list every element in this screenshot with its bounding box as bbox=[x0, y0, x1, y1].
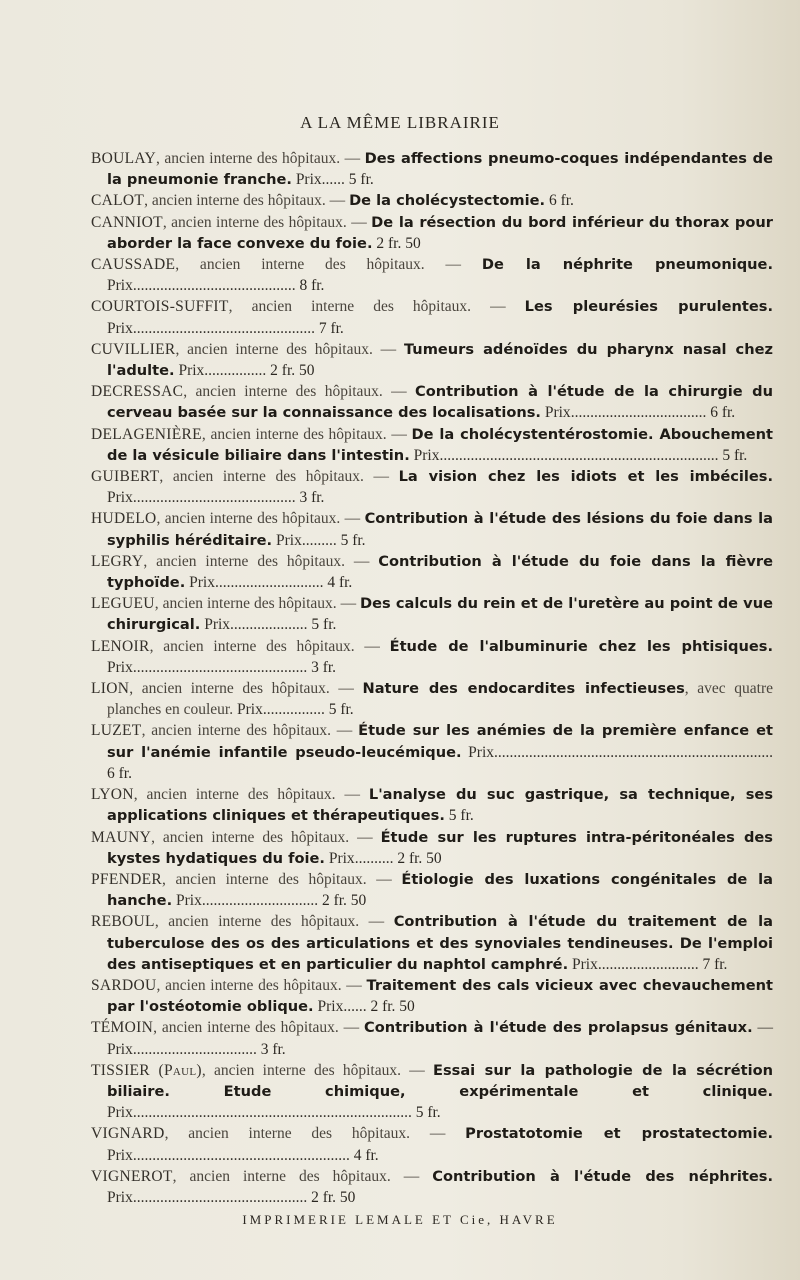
entry-author: HUDELO bbox=[91, 510, 157, 528]
entry-author: VIGNEROT bbox=[91, 1167, 173, 1185]
entry-prix-label: Prix bbox=[107, 319, 133, 337]
entry-title: Étiologie des luxations congénitales de la hanche. bbox=[107, 870, 773, 910]
entry-price: 3 fr. bbox=[260, 1040, 286, 1058]
catalog-entry bbox=[91, 339, 773, 381]
entry-author: LION bbox=[91, 680, 130, 698]
entry-title: Contribution à l'étude des lésions du foie dans la syphilis héréditaire. bbox=[107, 510, 773, 549]
entry-price: 4 fr. bbox=[327, 574, 353, 592]
entry-price: 4 fr. bbox=[353, 1146, 379, 1164]
entry-leader-dots: ............................................. bbox=[132, 1188, 308, 1206]
catalog-list bbox=[91, 148, 773, 1208]
catalog-entry bbox=[91, 636, 773, 678]
entry-price: 3 fr. bbox=[299, 489, 325, 507]
entry-description: , ancien interne des hôpitaux. — bbox=[162, 213, 372, 231]
entry-title: Des affections pneumo-coques indépendantes de la pneumonie franche. bbox=[107, 150, 773, 189]
catalog-entry bbox=[91, 593, 773, 635]
entry-title: De la résection du bord inférieur du thorax pour aborder la face convexe du foie. bbox=[107, 213, 773, 252]
entry-prix-label: Prix bbox=[291, 171, 322, 189]
entry-title: Étude sur les ruptures intra-péritonéales des kystes hydatiques du foie. bbox=[107, 828, 773, 867]
entry-description: , ancien interne des hôpitaux. — bbox=[156, 976, 367, 994]
printer-footer: IMPRIMERIE LEMALE ET Cie, HAVRE bbox=[242, 1212, 558, 1227]
catalog-entry bbox=[91, 1166, 773, 1208]
entry-leader-dots: ................ bbox=[262, 701, 325, 719]
entry-author: TISSIER (Paul) bbox=[91, 1061, 202, 1079]
catalog-entry bbox=[91, 827, 773, 869]
entry-title: Contribution à l'étude des néphrites. bbox=[432, 1167, 773, 1185]
entry-description: , ancien interne des hôpitaux. — bbox=[201, 1061, 433, 1079]
entry-author: LEGUEU bbox=[91, 595, 155, 613]
entry-author: SARDOU bbox=[91, 976, 157, 994]
catalog-entry bbox=[91, 296, 773, 338]
entry-price: 5 fr. bbox=[348, 171, 374, 189]
entry-description: , ancien interne des hôpitaux. — bbox=[129, 680, 363, 698]
entry-description: , ancien interne des hôpitaux. — bbox=[159, 468, 399, 486]
entry-description: , ancien interne des hôpitaux. — bbox=[149, 637, 390, 655]
entry-title: De la néphrite pneumonique. bbox=[481, 256, 774, 274]
entry-price: 7 fr. bbox=[318, 319, 344, 337]
entry-prix-label: Prix bbox=[174, 362, 205, 380]
entry-title: La vision chez les idiots et les imbéciles. bbox=[398, 468, 773, 486]
catalog-entry bbox=[91, 190, 773, 211]
entry-description: , ancien interne des hôpitaux. — bbox=[175, 340, 404, 358]
catalog-entry bbox=[91, 254, 773, 296]
entry-price: 2 fr. 50 bbox=[270, 362, 315, 380]
entry-prix-label: Prix bbox=[568, 955, 598, 973]
entry-author: COURTOIS-SUFFIT bbox=[91, 298, 229, 316]
entry-prix-label: Prix bbox=[185, 574, 215, 592]
entry-price: 6 fr. bbox=[710, 404, 736, 422]
entry-prix-label: Prix bbox=[107, 277, 133, 295]
entry-description: , ancien interne des hôpitaux. — bbox=[228, 298, 525, 316]
entry-prix-label: Prix bbox=[107, 658, 133, 676]
catalog-entry bbox=[91, 466, 773, 508]
entry-description: , ancien interne des hôpitaux. — bbox=[164, 1125, 466, 1143]
entry-author: PFENDER bbox=[91, 870, 163, 888]
catalog-entry bbox=[91, 381, 773, 423]
entry-prix-label: Prix bbox=[461, 743, 495, 761]
entry-price: 6 fr. bbox=[548, 192, 574, 210]
catalog-entry bbox=[91, 1017, 773, 1059]
entry-price: 5 fr. bbox=[340, 531, 366, 549]
entry-author: CAUSSADE bbox=[91, 256, 176, 274]
entry-price: 7 fr. bbox=[702, 955, 728, 973]
catalog-entry bbox=[91, 975, 773, 1017]
entry-description: , ancien interne des hôpitaux. — bbox=[154, 595, 361, 613]
catalog-entry bbox=[91, 869, 773, 911]
entry-title: Contribution à l'étude du traitement de la tuberculose des os des articulations et des synoviales tendineuses. De l'emploi des antiseptiques et en particulier du naphtol camphré. bbox=[107, 913, 774, 973]
entry-prix-label: Prix bbox=[272, 531, 302, 549]
entry-price: 2 fr. 50 bbox=[370, 998, 415, 1016]
entry-title: De la cholécystentérostomie. Abouchement de la vésicule biliaire dans l'intestin. bbox=[107, 425, 774, 464]
entry-title: Tumeurs adénoïdes du pharynx nasal chez l'adulte. bbox=[107, 340, 773, 380]
entry-price: 5 fr. bbox=[311, 616, 337, 634]
entry-author: TÉMOIN bbox=[91, 1019, 154, 1037]
entry-description: , ancien interne des hôpitaux. — bbox=[153, 1019, 365, 1037]
entry-description: , ancien interne des hôpitaux. — bbox=[133, 786, 369, 804]
entry-title: Essai sur la pathologie de la sécrétion biliaire. Etude chimique, expérimentale et clinique. bbox=[107, 1061, 774, 1100]
entry-leader-dots: ...... bbox=[343, 998, 367, 1016]
entry-leader-dots: ........................................................ bbox=[132, 1146, 350, 1164]
entry-prix-label: Prix bbox=[107, 1146, 133, 1164]
entry-leader-dots: ............................ bbox=[214, 574, 324, 592]
entry-description: , ancien interne des hôpitaux. — bbox=[183, 383, 416, 401]
entry-prix-label: Prix bbox=[200, 616, 231, 634]
entry-leader-dots: ........................................................................ bbox=[494, 743, 774, 761]
entry-leader-dots: ............................................. bbox=[132, 658, 308, 676]
entry-title: Des calculs du rein et de l'uretère au point de vue chirurgical. bbox=[107, 595, 773, 634]
entry-description: , ancien interne des hôpitaux. — bbox=[156, 510, 365, 528]
entry-title: Prostatotomie et prostatectomie. bbox=[465, 1125, 774, 1143]
entry-description: , ancien interne des hôpitaux. — bbox=[154, 913, 394, 931]
entry-author: GUIBERT bbox=[91, 468, 160, 486]
catalog-entry bbox=[91, 424, 773, 466]
entry-author: LYON bbox=[91, 786, 134, 804]
entry-price: 5 fr. bbox=[328, 701, 354, 719]
catalog-entry bbox=[91, 551, 773, 593]
entry-description: , ancien interne des hôpitaux. — bbox=[143, 552, 379, 570]
entry-prix-label: Prix bbox=[107, 1104, 133, 1122]
entry-leader-dots: ................ bbox=[204, 362, 267, 380]
entry-prix-label: Prix bbox=[540, 404, 571, 422]
catalog-entry bbox=[91, 148, 773, 190]
entry-description: , ancien interne des hôpitaux. — bbox=[201, 425, 412, 443]
entry-prix-label: — Prix bbox=[107, 1019, 774, 1058]
entry-title: Contribution à l'étude de la chirurgie du cerveau basée sur la connaissance des localisations. bbox=[107, 383, 773, 422]
entry-description: , ancien interne des hôpitaux. — bbox=[144, 192, 350, 210]
entry-title: Étude sur les anémies de la première enfance et sur l'anémie infantile pseudo-leucémique. bbox=[107, 722, 773, 761]
entry-prix-label: Prix bbox=[313, 998, 344, 1016]
entry-prix-label: Prix bbox=[324, 849, 355, 867]
entry-price: 2 fr. 50 bbox=[311, 1188, 356, 1206]
entry-price: 2 fr. 50 bbox=[397, 849, 442, 867]
catalog-entry bbox=[91, 784, 773, 826]
entry-prix-label: Prix bbox=[172, 892, 202, 910]
entry-price: 5 fr. bbox=[722, 446, 748, 464]
entry-leader-dots: ........................................................................ bbox=[439, 446, 719, 464]
entry-price: 2 fr. 50 bbox=[376, 234, 421, 252]
entry-author: DECRESSAC bbox=[91, 383, 184, 401]
catalog-entry bbox=[91, 911, 773, 975]
entry-description: , ancien interne des hôpitaux. — bbox=[172, 1167, 433, 1185]
entry-price: 5 fr. bbox=[448, 807, 474, 825]
entry-description: , ancien interne des hôpitaux. — bbox=[141, 722, 359, 740]
entry-leader-dots: ................................ bbox=[132, 1040, 257, 1058]
entry-leader-dots: ........................................................................ bbox=[132, 1104, 412, 1122]
entry-author: CUVILLIER bbox=[91, 340, 176, 358]
entry-title: De la cholécystectomie. bbox=[349, 192, 546, 210]
entry-leader-dots: ................................... bbox=[570, 404, 707, 422]
entry-description: , ancien interne des hôpitaux. — bbox=[151, 828, 381, 846]
entry-leader-dots: ......... bbox=[301, 531, 337, 549]
entry-prix-label: Prix bbox=[409, 446, 440, 464]
entry-description: , ancien interne des hôpitaux. — bbox=[162, 870, 402, 888]
entry-leader-dots: .......................................... bbox=[132, 277, 296, 295]
catalog-entry bbox=[91, 720, 773, 784]
entry-extra-note: , avec quatre planches en couleur. bbox=[107, 680, 773, 719]
entry-author: LEGRY bbox=[91, 552, 144, 570]
entry-author: LENOIR bbox=[91, 637, 150, 655]
entry-author: BOULAY bbox=[91, 150, 156, 167]
catalog-entry bbox=[91, 1123, 773, 1165]
entry-author: REBOUL bbox=[91, 913, 155, 931]
entry-title: Contribution à l'étude du foie dans la fièvre typhoïde. bbox=[107, 552, 773, 592]
entry-title: Nature des endocardites infectieuses bbox=[362, 680, 685, 698]
entry-price: 3 fr. bbox=[311, 658, 337, 676]
entry-description: , ancien interne des hôpitaux. — bbox=[155, 150, 365, 167]
entry-author: CANNIOT bbox=[91, 213, 163, 231]
entry-description: , ancien interne des hôpitaux. — bbox=[175, 256, 482, 274]
entry-author: DELAGENIÈRE bbox=[91, 425, 202, 443]
entry-leader-dots: ...... bbox=[321, 171, 345, 189]
entry-author: CALOT bbox=[91, 192, 145, 210]
entry-leader-dots: .............................. bbox=[201, 892, 319, 910]
entry-author: VIGNARD bbox=[91, 1125, 165, 1143]
catalog-entry bbox=[91, 678, 773, 720]
entry-leader-dots: .......... bbox=[354, 849, 394, 867]
entry-prix-label: Prix bbox=[107, 489, 133, 507]
entry-title: Étude de l'albuminurie chez les phtisiques. bbox=[389, 637, 774, 655]
catalog-entry bbox=[91, 508, 773, 550]
entry-leader-dots: .......................................... bbox=[132, 489, 296, 507]
entry-price: 8 fr. bbox=[299, 277, 325, 295]
entry-leader-dots: .......................... bbox=[597, 955, 699, 973]
entry-price: 2 fr. 50 bbox=[321, 892, 367, 910]
entry-price: 6 fr. bbox=[107, 764, 132, 782]
entry-leader-dots: .................... bbox=[230, 616, 308, 634]
entry-title: Traitement des cals vicieux avec chevauchement par l'ostéotomie oblique. bbox=[107, 976, 773, 1016]
entry-author: LUZET bbox=[91, 722, 142, 740]
entry-title: Contribution à l'étude des prolapsus génitaux. bbox=[364, 1019, 753, 1037]
entry-prix-label: Prix bbox=[233, 701, 263, 719]
entry-leader-dots: ............................................... bbox=[132, 319, 315, 337]
entry-title: Les pleurésies purulentes. bbox=[524, 298, 773, 316]
entry-title: L'analyse du suc gastrique, sa technique, ses applications cliniques et thérapeutiques. bbox=[107, 786, 774, 825]
entry-price: 5 fr. bbox=[415, 1104, 441, 1122]
entry-prix-label: Prix bbox=[107, 1188, 133, 1206]
catalog-entry bbox=[91, 212, 773, 254]
page-header: A LA MÊME LIBRAIRIE bbox=[300, 113, 500, 132]
catalog-entry bbox=[91, 1060, 773, 1124]
entry-author: MAUNY bbox=[91, 828, 152, 846]
